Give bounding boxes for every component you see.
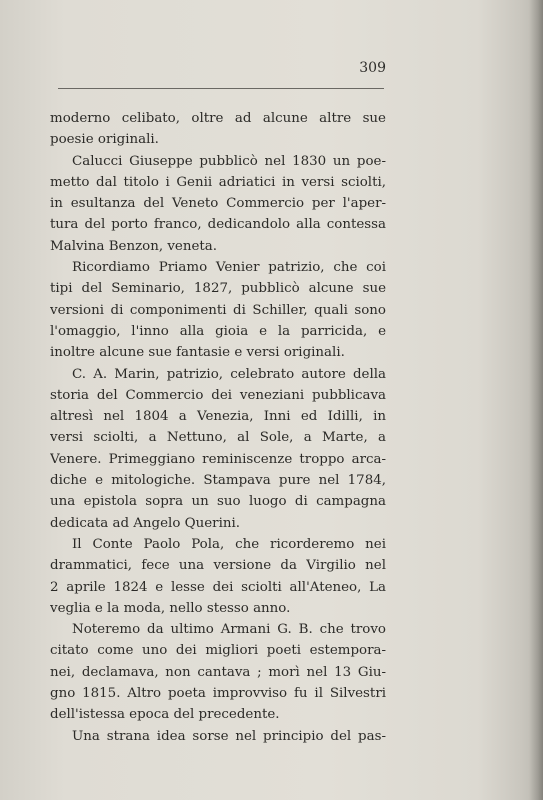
body-text bbox=[50, 108, 386, 747]
text-line: una epistola sopra un suo luogo di campagna bbox=[50, 494, 386, 510]
text-line: inoltre alcune sue fantasie e versi originali. bbox=[50, 345, 345, 361]
text-line: citato come uno dei migliori poeti estempora- bbox=[50, 643, 386, 659]
page-number: 309 bbox=[359, 60, 386, 76]
text-line: Il Conte Paolo Pola, che ricorderemo nei bbox=[72, 536, 386, 552]
page-edge-shadow bbox=[529, 0, 543, 800]
text-line: l'omaggio, l'inno alla gioia e la parricida, e bbox=[50, 323, 386, 339]
text-line: tura del porto franco, dedicandolo alla contessa bbox=[50, 217, 386, 233]
text-line: storia del Commercio dei veneziani pubblicava bbox=[50, 387, 386, 403]
text-line: Ricordiamo Priamo Venier patrizio, che coi bbox=[72, 260, 386, 276]
text-line: dedicata ad Angelo Querini. bbox=[50, 515, 241, 531]
text-line: tipi del Seminario, 1827, pubblicò alcune sue bbox=[50, 281, 386, 297]
text-line: metto dal titolo i Genii adriatici in versi sciolti, bbox=[50, 174, 386, 190]
text-line: versi sciolti, a Nettuno, al Sole, a Marte, a bbox=[50, 430, 386, 446]
text-line: Venere. Primeggiano reminiscenze troppo arca- bbox=[50, 451, 386, 467]
text-line: drammatici, fece una versione da Virgilio nel bbox=[50, 558, 386, 574]
text-line: 2 aprile 1824 e lesse dei sciolti all'Ateneo, La bbox=[50, 579, 386, 595]
text-line: Una strana idea sorse nel principio del pas- bbox=[72, 728, 386, 744]
text-line: nei, declamava, non cantava ; morì nel 13 Giu- bbox=[50, 664, 386, 680]
text-line: moderno celibato, oltre ad alcune altre sue bbox=[50, 111, 386, 126]
text-line: altresì nel 1804 a Venezia, Inni ed Idilli, in bbox=[50, 409, 386, 425]
running-head bbox=[52, 58, 386, 80]
text-line: diche e mitologiche. Stampava pure nel 1784, bbox=[50, 473, 386, 489]
text-line: versioni di componimenti di Schiller, quali sono bbox=[50, 302, 386, 318]
header-rule bbox=[58, 88, 384, 89]
text-line: dell'istessa epoca del precedente. bbox=[50, 707, 280, 723]
text-line: poesie originali. bbox=[50, 132, 159, 148]
text-line: Malvina Benzon, veneta. bbox=[50, 238, 217, 254]
text-line: veglia e la moda, nello stesso anno. bbox=[50, 600, 291, 616]
text-line: C. A. Marin, patrizio, celebrato autore della bbox=[72, 366, 386, 382]
text-line: Noteremo da ultimo Armani G. B. che trovo bbox=[72, 622, 386, 638]
text-line: Calucci Giuseppe pubblicò nel 1830 un poe- bbox=[72, 153, 386, 169]
text-line: in esultanza del Veneto Commercio per l'aper- bbox=[50, 196, 386, 212]
text-line: gno 1815. Altro poeta improvviso fu il Silvestri bbox=[50, 686, 386, 702]
